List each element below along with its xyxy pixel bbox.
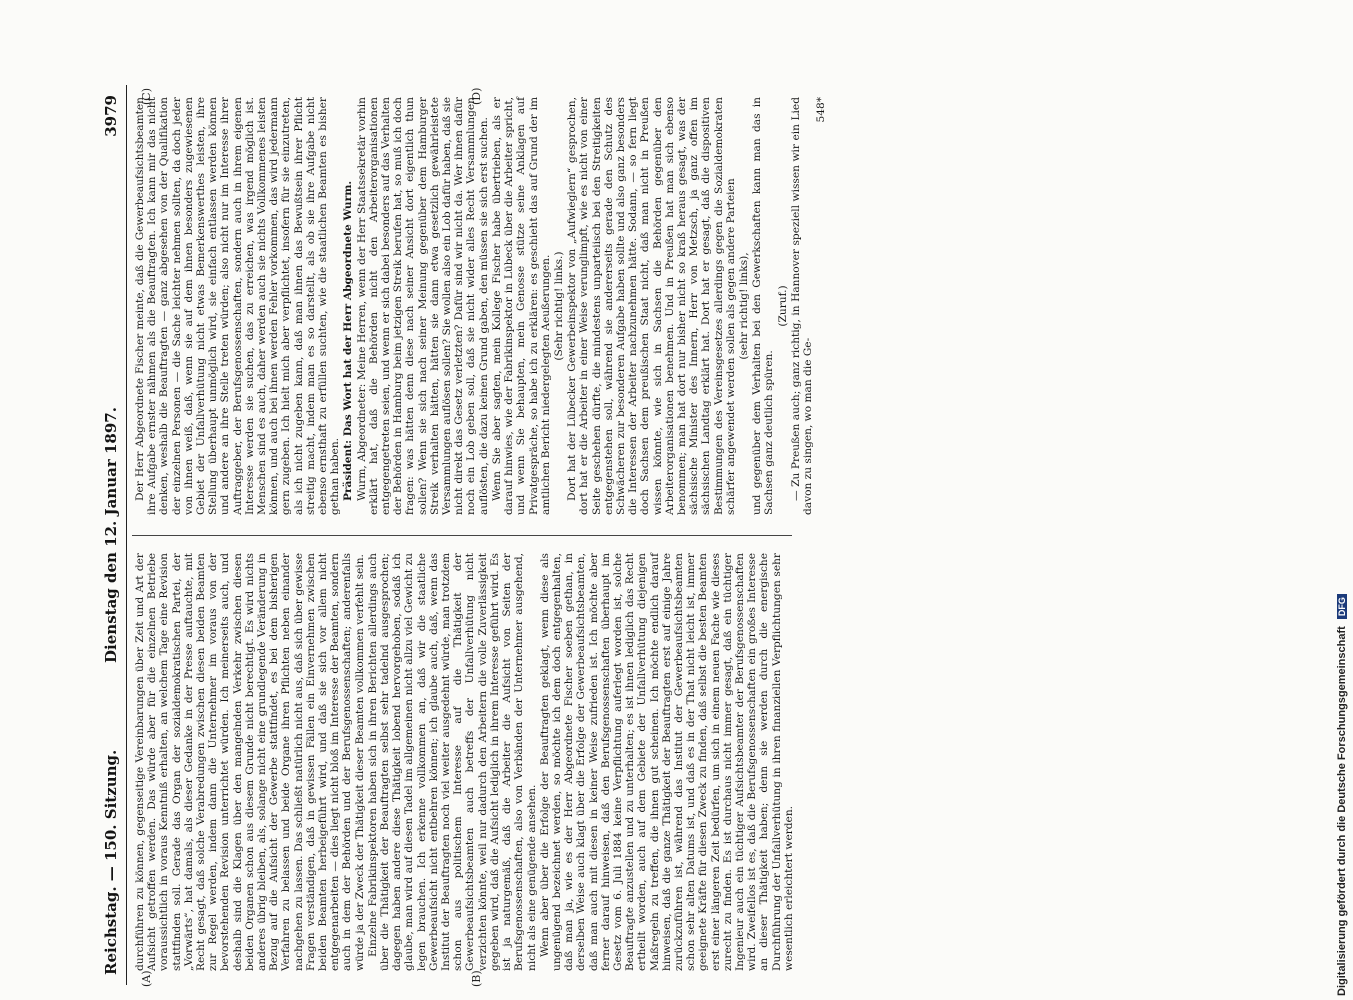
digitization-note xyxy=(1322,6,1350,996)
interjection: (sehr richtig! links), xyxy=(737,252,750,360)
sheet-signature: 548* xyxy=(815,97,828,123)
left-paragraph: durchführen zu können, gegenseitige Vereinbarungen über Zeit und Art der Aufsicht getroffen werden. Das würde aber für die einzelnen Betriebe voraussichtlich in voraus Kenntniß erhalten, an welchem Tage eine Revision stattfinden soll. Gerade das Organ der sozialdemokratischen Partei, der „Vorwärts“, hat damals, als dieser Gedanke in der Presse auftauchte, mit Recht gesagt, daß solche Verabredungen zwischen diesen beiden Beamten zur Regel werden, indem dann die Unternehmer im voraus von der bevorstehenden Revision unterrichtet würden. Ich meinerseits auch, und deshalb sind die Klagen über den mangelnden Verkehr zwischen diesen beiden Organen schon aus diesem Grunde nicht berechtigt. Es wird nichts anderes übrig bleiben, als, solange nicht eine grundlegende Veränderung in Bezug auf die Aufsicht der Gewerbe stattfindet, es bei dem bisherigen Verfahren zu belassen und beide Organe ihren Pflichten neben einander nachgehen zu lassen. Das schließt natürlich nicht aus, daß sich über gewisse Fragen verständigen, daß in gewissen Fällen ein Einvernehmen zwischen beiden Beamten herbeigeführt wird, und daß sie sich vor allem nicht entgegenarbeiten — dies liegt nicht bloß im Interesse der Beamten, sondern auch in dem der Behörden und der Berufsgenossenschaften; anderenfalls würde ja der Zweck der Thätigkeit dieser Beamten vollkommen verfehlt sein. xyxy=(134,553,366,971)
margin-marker-d: (D) xyxy=(470,87,483,105)
left-paragraph: Wenn aber über die Erfolge der Beauftragten geklagt, wenn diese als ungenügend bezeichnet werden, so möchte ich dem doch entgegenhalten, daß man ja, wie es der Herr Abgeordnete Fischer soeben gethan, in derselben Weise auch klagt über die Erfolge der Gewerbeaufsichtsbeamten, daß man auch mit diesen in keiner Weise zufrieden ist. Ich möchte aber ferner darauf hinweisen, daß den Berufsgenossenschaften überhaupt im Gesetz vom 6. Juli 1884 keine Verpflichtung auferlegt worden ist, solche Beauftragte anzustellen und zu unterhalten; es ist ihnen lediglich das Recht ertheilt worden, auch auf dem Gebiete der Unfallverhütung diejenigen Maßregeln zu treffen, die ihnen gut scheinen. Ich möchte endlich darauf hinweisen, daß die ganze Thätigkeit der Beauftragten erst auf einige Jahre zurückzuführen ist, während das Institut der Gewerbeaufsichtsbeamten schon sehr alten Datums ist, und daß es in der That nicht leicht ist, immer geeignete Kräfte für diesen Zweck zu finden, daß selbst die besten Beamten erst einer längeren Zeit bedürfen, um sich in einem neuen Fache wie dieses zurecht zu finden. Es ist durchaus nicht immer gesagt, daß ein tüchtiger Ingenieur auch ein tüchtiger Aufsichtsbeamter der Berufsgenossenschaften wird. Zweifellos ist es, daß die Berufsgenossenschaften ein großes Interesse an dieser Thätigkeit haben; denn sie werden durch die energische Durchführung der Unfallverhütung in ihren finanziellen Verpflichtungen sehr wesentlich erleichtert werden. xyxy=(538,553,795,971)
rotated-page-content xyxy=(100,85,828,987)
margin-marker-a: (A) xyxy=(140,970,153,987)
dfg-logo: DFG xyxy=(1337,594,1347,619)
interjection: (Sehr richtig! links.) xyxy=(552,251,565,361)
right-paragraph: und gegenüber dem Verhalten bei den Gewerkschaften kann man das in Sachsen ganz deutlich spüren. xyxy=(751,97,776,515)
president-statement: Präsident: Das Wort hat der Herr Abgeordnete Wurm. xyxy=(342,180,355,501)
left-column xyxy=(134,553,794,971)
margin-marker-c: (C) xyxy=(140,88,153,105)
right-paragraph: — Zu Preußen auch; ganz richtig, in Hannover speziell wissen wir ein Lied davon zu singen, wo man die Ge- xyxy=(789,97,814,515)
left-paragraph: Einzelne Fabrikinspektoren haben sich in ihren Berichten allerdings auch über die Thätigkeit der Beauftragten selbst sehr tadelnd ausgesprochen; dagegen haben andere diese Thätigkeit lobend hervorgehoben, sodaß ich glaube, man wird auf diesen Tadel im allgemeinen nicht allzu viel Gewicht zu legen brauchen. Ich erkenne vollkommen an, daß wir die staatliche Gewerbeaufsicht nicht entbehren können; ich glaube auch, daß, wenn das Institut der Beauftragten noch viel weiter ausgedehnt würde, man trotzdem schon aus politischem Interesse auf die Thätigkeit der Gewerbeaufsichtsbeamten auch betreffs der Unfallverhütung nicht verzichten könnte, weil nur dadurch den Arbeitern die volle Zuverlässigkeit gegeben wird, daß die Aufsicht lediglich in ihrem Interesse geführt wird. Es ist ja naturgemäß, daß die Arbeiter die Aufsicht von Seiten der Berufsgenossenschaften, also von Verbänden der Unternehmer ausgehend, nicht als eine genügende ansehen. xyxy=(366,553,538,971)
right-paragraph: Dort hat der Lübecker Gewerbeinspektor von „Aufwieglern“ gesprochen, dort hat er die Arbeiter in einer Weise verunglimpft, wie es nicht von einer Seite geschehen dürfte, die mindestens unparteiisch bei den Streitigkeiten entgegenstehen soll, während sie andererseits gerade den Schutz des Schwächeren zur besonderen Aufgabe haben sollte und also ganz besonders die Interessen der Arbeiter nachzunehmen hätte. Sodann, — so fern liegt doch Sachsen dem preußischen Staat nicht, daß man nicht in Preußen wissen könnte, wie sich in Sachsen die Behörden gegenüber den Arbeiterorganisationen benehmen. Und in Preußen hat man sich ebenso benommen; man hat dort nur bisher nicht so kraß heraus gesagt, was der sächsische Minister des Innern, Herr von Metzsch, ja ganz offen im sächsischen Landtag erklärt hat. Dort hat er gesagt, daß die dispositiven Bestimmungen des Vereinsgesetzes allerdings gegen die Sozialdemokraten schärfer angewendet werden sollen als gegen andere Parteien xyxy=(566,97,737,515)
interjection: (Zuruf.) xyxy=(776,285,789,327)
header-left: Reichstag. — 150. Sitzung. xyxy=(102,749,120,975)
right-paragraph: Der Herr Abgeordnete Fischer meinte, daß die Gewerbeaufsichtsbeamten ihre Aufgabe ernster nähmen als die Beauftragten. Ich kann mir das nicht denken, weshalb die Beauftragten — ganz abgesehen von der Qualifikation der einzelnen Personen — die Sache leichter nehmen sollten, da doch jeder von ihnen weiß, daß, wenn sie auf dem ihnen besonders zugewiesenen Gebiet der Unfallverhütung nicht etwas Bemerkenswerthes leisten, ihre Stellung überhaupt unmöglich wird, sie einfach entlassen werden können und andere an ihre Stelle treten würden; also nicht nur im Interesse ihrer Auftraggeber, der Berufsgenossenschaften, sondern auch in ihrem eigenen Interesse werden sie suchen, das zu erreichen, was irgend möglich ist. Menschen sind es auch, daher werden auch sie nichts Vollkommenes leisten können, und auch bei ihnen werden Fehler vorkommen, das wird jedermann gern zugeben. Ich hielt mich aber verpflichtet, insofern für sie einzutreten, als ich nicht zugeben kann, daß man ihnen das Bewußtsein ihrer Pflicht streitig macht, indem man es so darstellt, als ob sie ihre Aufgabe nicht ebenso ernsthaft zu erfüllen suchten, wie die staatlichen Beamten es bisher gethan haben. xyxy=(134,97,342,515)
right-paragraph: Wurm, Abgeordneter: Meine Herren, wenn der Herr Staatssekretär vorhin erklärt hat, daß die Behörden nicht den Arbeiterorganisationen entgegengetreten seien, und wenn er sich dabei besonders auf das Verhalten der Behörden in Hamburg beim jetzigen Streik berufen hat, so muß ich doch fragen: was hätten denn diese nach seiner Ansicht dort eigentlich thun sollen? Wenn sie sich nach seiner Meinung gegenüber dem Hamburger Streik verhalten hätten, hätten sie dann etwa gesetzlich gewährleistete Versammlungen auflösen sollen? Sie wollen also ein Lob dafür haben, daß sie nicht direkt das Gesetz verletzten? Dafür sind wir nicht da. Wer ihnen dafür noch ein Lob geben soll, daß sie nicht wider alles Recht Versammlungen auflösten, die dazu keinen Grund gaben, den müssen sie sich erst suchen. xyxy=(355,97,490,515)
page-header xyxy=(100,85,127,985)
right-column xyxy=(134,97,828,515)
right-paragraph: Wenn Sie aber sagten, mein Kollege Fischer habe übertrieben, als er darauf hinwies, wie der Fabrikinspektor in Lübeck über die Arbeiter spricht, und wenn Sie behaupten, mein Genosse stütze seine Anklagen auf Privatgespräche, so habe ich zu erklären: es geschieht das auf Grund der im amtlichen Bericht niedergelegten Aeußerungen. xyxy=(490,97,552,515)
digitization-text: Digitalisierung gefördert durch die Deutsche Forschungsgemeinschaft xyxy=(1336,626,1348,996)
page-number: 3979 xyxy=(102,95,120,137)
column-divider xyxy=(132,535,792,536)
header-date: Dienstag den 12. Januar 1897. xyxy=(102,407,120,663)
margin-marker-b: (B) xyxy=(470,970,483,987)
